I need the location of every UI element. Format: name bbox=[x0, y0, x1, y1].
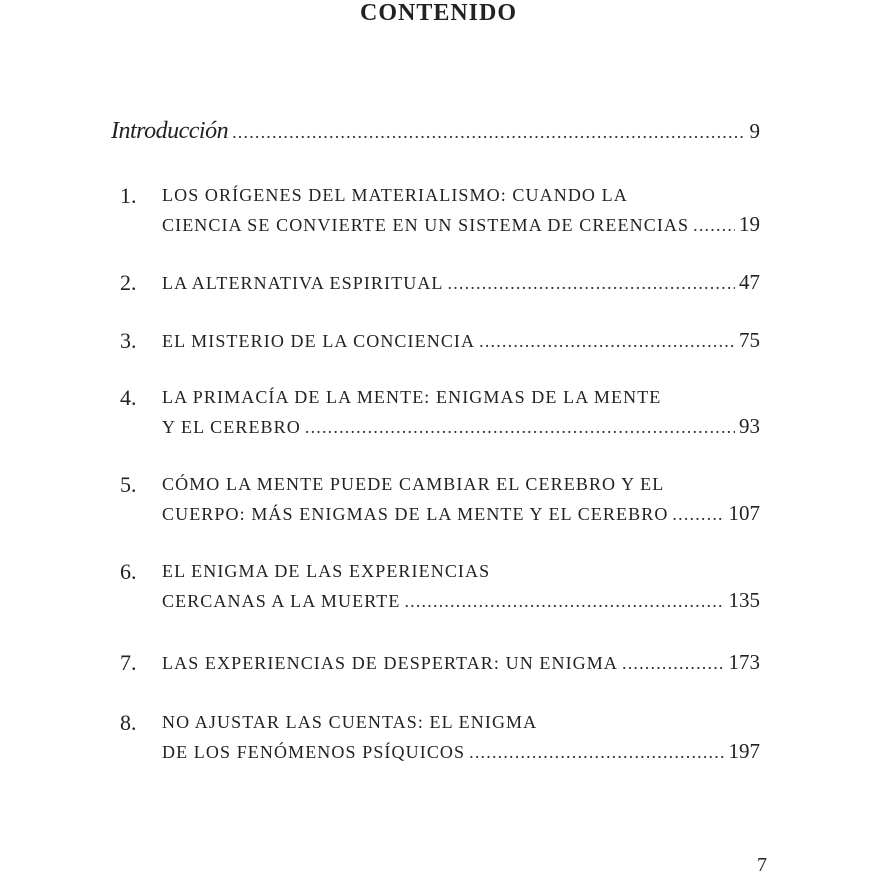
toc-entry-chapter-3[interactable] bbox=[120, 326, 760, 356]
toc-page-number: 135 bbox=[728, 588, 760, 612]
dot-leader bbox=[672, 500, 724, 529]
toc-entry-chapter-2[interactable] bbox=[120, 268, 760, 298]
toc-page-number: 75 bbox=[739, 328, 760, 352]
chapter-number: 8. bbox=[120, 710, 137, 735]
toc-entry-chapter-8[interactable] bbox=[120, 708, 760, 767]
chapter-title-line: EL MISTERIO DE LA CONCIENCIA bbox=[162, 331, 476, 351]
toc-entry-chapter-1[interactable] bbox=[120, 181, 760, 240]
chapter-number: 1. bbox=[120, 183, 137, 208]
toc-entry-chapter-7[interactable] bbox=[120, 648, 760, 678]
toc-page-number: 107 bbox=[728, 501, 760, 525]
toc-page-number: 93 bbox=[739, 414, 760, 438]
dot-leader bbox=[232, 122, 745, 143]
page-number: 7 bbox=[757, 854, 767, 876]
chapter-title-line: Y EL CEREBRO bbox=[162, 417, 301, 437]
dot-leader bbox=[622, 649, 725, 678]
toc-entry-label: Introducción bbox=[111, 118, 229, 144]
chapter-title-line: LA ALTERNATIVA ESPIRITUAL bbox=[162, 273, 444, 293]
chapter-title-line: CUERPO: MÁS ENIGMAS DE LA MENTE Y EL CEREBRO bbox=[162, 504, 669, 524]
chapter-number: 4. bbox=[120, 385, 137, 410]
chapter-title-line: EL ENIGMA DE LAS EXPERIENCIAS bbox=[162, 561, 491, 581]
toc-entry-chapter-5[interactable] bbox=[120, 470, 760, 529]
page-title: CONTENIDO bbox=[359, 0, 518, 26]
chapter-title-line: CIENCIA SE CONVIERTE EN UN SISTEMA DE CREENCIAS bbox=[162, 215, 690, 235]
chapter-title-line: LOS ORÍGENES DEL MATERIALISMO: CUANDO LA bbox=[162, 185, 628, 205]
dot-leader bbox=[404, 587, 724, 616]
chapter-title-line: CERCANAS A LA MUERTE bbox=[162, 591, 401, 611]
chapter-title-line: CÓMO LA MENTE PUEDE CAMBIAR EL CEREBRO Y EL bbox=[162, 474, 665, 494]
toc-entry-chapter-6[interactable] bbox=[120, 557, 760, 616]
toc-page-number: 197 bbox=[728, 739, 760, 763]
toc-entry-introduction[interactable] bbox=[111, 118, 760, 145]
toc-page-number: 47 bbox=[739, 270, 760, 294]
chapter-title-line: LAS EXPERIENCIAS DE DESPERTAR: UN ENIGMA bbox=[162, 653, 618, 673]
toc-page-number: 19 bbox=[739, 212, 760, 236]
chapter-number: 7. bbox=[120, 650, 137, 675]
dot-leader bbox=[479, 327, 735, 356]
chapter-number: 2. bbox=[120, 270, 137, 295]
chapter-number: 5. bbox=[120, 472, 137, 497]
toc-page-number: 9 bbox=[749, 119, 760, 143]
chapter-title-line: NO AJUSTAR LAS CUENTAS: EL ENIGMA bbox=[162, 712, 538, 732]
dot-leader bbox=[693, 211, 735, 240]
dot-leader bbox=[469, 738, 724, 767]
toc-entry-chapter-4[interactable] bbox=[120, 383, 760, 442]
toc-page-number: 173 bbox=[728, 650, 760, 674]
chapter-number: 3. bbox=[120, 328, 137, 353]
dot-leader bbox=[448, 269, 735, 298]
dot-leader bbox=[305, 413, 735, 442]
chapter-title-line: DE LOS FENÓMENOS PSÍQUICOS bbox=[162, 742, 466, 762]
chapter-number: 6. bbox=[120, 559, 137, 584]
chapter-title-line: LA PRIMACÍA DE LA MENTE: ENIGMAS DE LA MENTE bbox=[162, 387, 662, 407]
